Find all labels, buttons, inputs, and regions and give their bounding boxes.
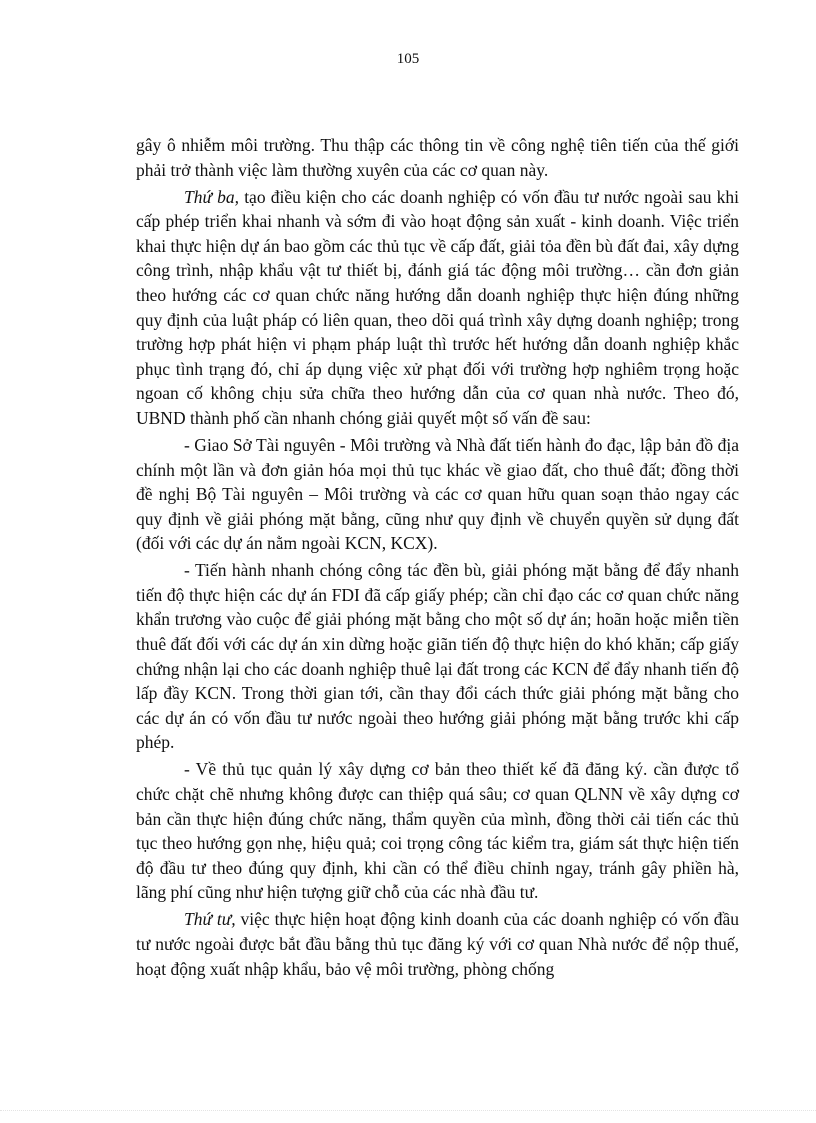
paragraph-3-text: - Giao Sở Tài nguyên - Môi trường và Nhà đất tiến hành đo đạc, lập bản đồ địa chính một lần và đơn giản hóa mọi thủ tục khác về giao đất, cho thuê đất; đồng thời đề nghị Bộ Tài nguyên – Môi trường và các cơ quan hữu quan soạn thảo ngay các quy định về giải phóng mặt bằng, cũng như quy định về chuyển quyền sử dụng đất (đối với các dự án nằm ngoài KCN, KCX). [136,434,739,554]
paragraph-3 [136,433,739,556]
paragraph-6-text: việc thực hiện hoạt động kinh doanh của các doanh nghiệp có vốn đầu tư nước ngoài được bắt đầu bằng thủ tục đăng ký với cơ quan Nhà nước để nộp thuế, hoạt động xuất nhập khẩu, bảo vệ môi trường, phòng chống [136,909,740,979]
paragraph-2 [136,185,739,431]
paragraph-2-text: tạo điều kiện cho các doanh nghiệp có vốn đầu tư nước ngoài sau khi cấp phép triển khai nhanh và sớm đi vào hoạt động sản xuất - kinh doanh. Việc triển khai thực hiện dự án bao gồm các thủ tục về cấp đất, giải tỏa đền bù đất đai, xây dựng công trình, nhập khẩu vật tư thiết bị, đánh giá tác động môi trường… cần đơn giản theo hướng các cơ quan chức năng hướng dẫn doanh nghiệp thực hiện đúng những quy định của luật pháp có liên quan, theo dõi quá trình xây dựng doanh nghiệp; trong trường hợp phát hiện vi phạm pháp luật thì trước hết hướng dẫn doanh nghiệp khắc phục tình trạng đó, chỉ áp dụng việc xử phạt đối với trường hợp nghiêm trọng hoặc ngoan cố không chịu sửa chữa theo hướng dẫn của cơ quan nhà nước. Theo đó, UBND thành phố cần nhanh chóng giải quyết một số vấn đề sau: [136,186,739,428]
paragraph-2-lead: Thứ ba, [184,186,240,207]
paragraph-1-text: gây ô nhiễm môi trường. Thu thập các thông tin về công nghệ tiên tiến của thế giới phải trở thành việc làm thường xuyên của các cơ quan này. [136,135,739,180]
paragraph-4 [136,558,739,755]
paragraph-6-lead: Thứ tư, [184,909,236,930]
paragraph-1 [136,133,739,182]
paragraph-5-text: - Về thủ tục quản lý xây dựng cơ bản theo thiết kế đã đăng ký. cần được tổ chức chặt chẽ nhưng không được can thiệp quá sâu; cơ quan QLNN về xây dựng cơ bản cần thực hiện đúng chức năng, thẩm quyền của mình, đồng thời cải tiến các thủ tục theo hướng gọn nhẹ, hiệu quả; coi trọng công tác kiểm tra, giám sát thực hiện tiến độ đầu tư theo đúng quy định, khi cần có thể điều chỉnh ngay, tránh gây phiền hà, lãng phí cũng như hiện tượng giữ chỗ của các nhà đầu tư. [136,759,739,903]
page-number: 105 [396,51,420,67]
document-body [136,133,739,984]
page-bottom-edge [0,1110,816,1111]
paragraph-4-text: - Tiến hành nhanh chóng công tác đền bù, giải phóng mặt bằng để đẩy nhanh tiến độ thực hiện các dự án FDI đã cấp giấy phép; cần chỉ đạo các cơ quan chức năng khẩn trương vào cuộc để giải phóng mặt bằng cho một số dự án; hoãn hoặc miễn tiền thuê đất đối với các dự án xin dừng hoặc giãn tiến độ thực hiện do khó khăn; cấp giấy chứng nhận lại cho các doanh nghiệp thuê lại đất trong các KCN để đẩy nhanh tiến độ lấp đầy KCN. Trong thời gian tới, cần thay đổi cách thức giải phóng mặt bằng cho các dự án có vốn đầu tư nước ngoài theo hướng giải phóng mặt bằng trước khi cấp phép. [136,560,739,753]
paragraph-5 [136,757,739,905]
paragraph-6 [136,907,739,981]
